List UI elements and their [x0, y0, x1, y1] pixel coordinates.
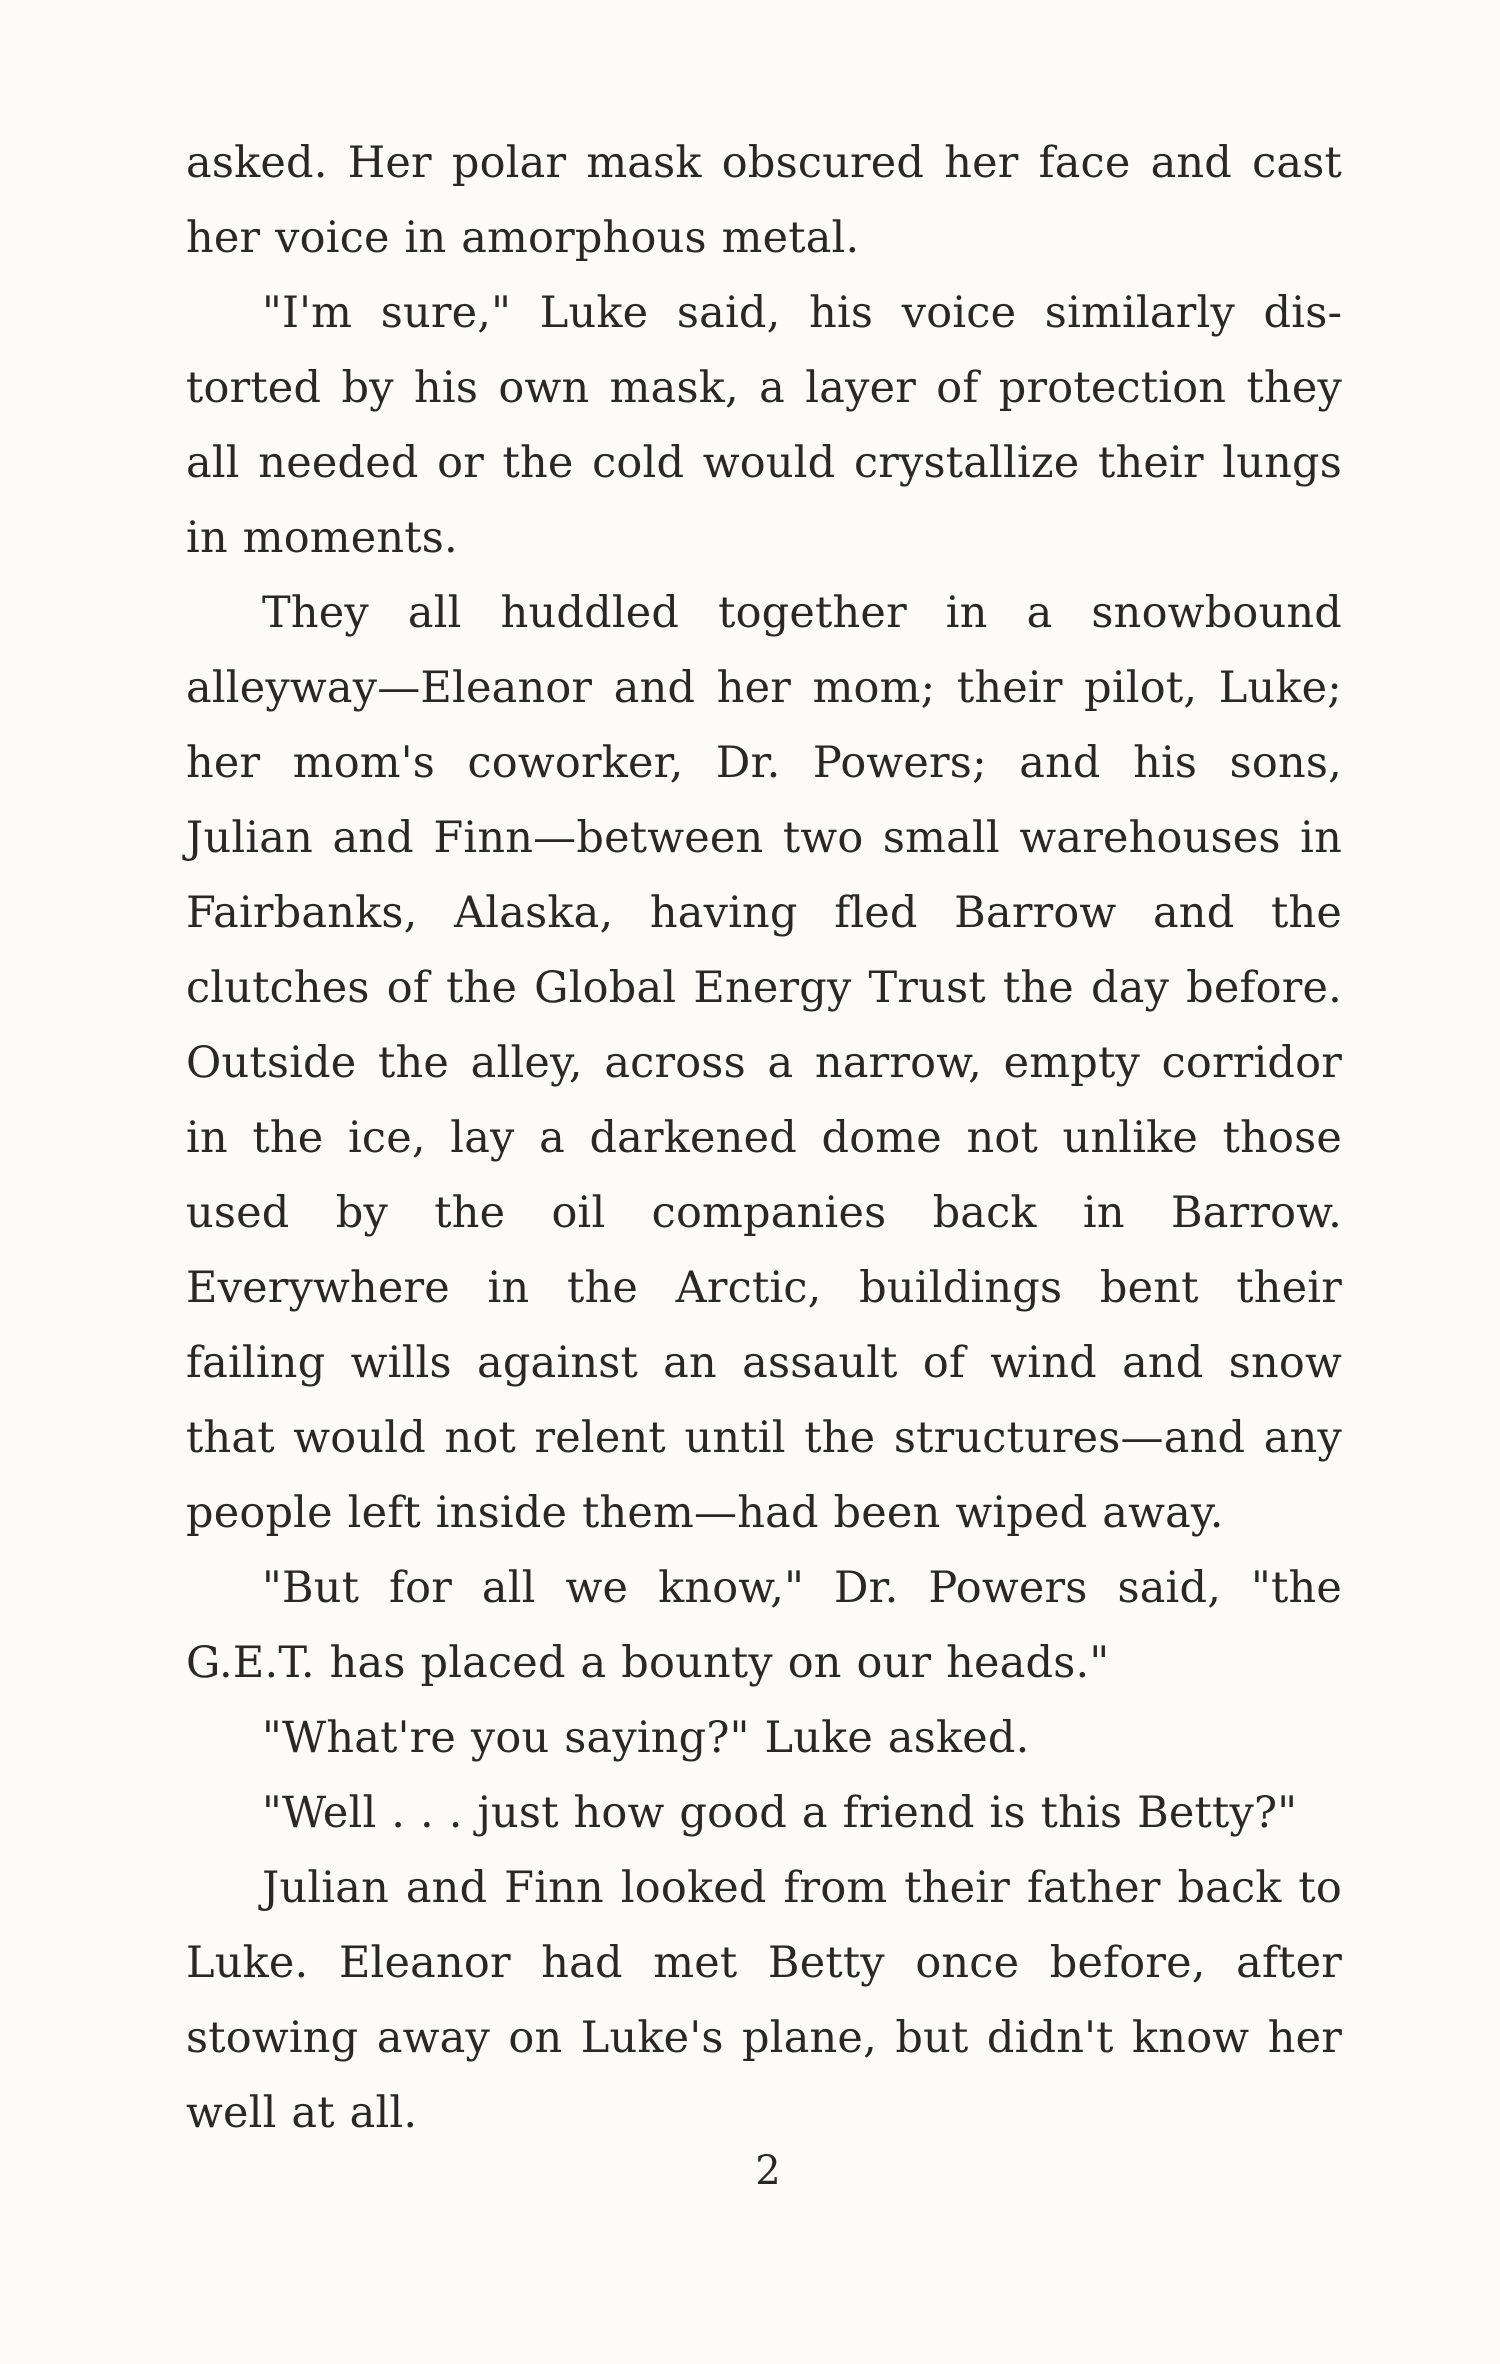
paragraph-4: "But for all we know," Dr. Powers said, "the G.E.T. has placed a bounty on our heads." [186, 1563, 1342, 1688]
body-text [186, 126, 1342, 2151]
paragraph-7: Julian and Finn looked from their father back to Luke. Eleanor had met Betty once before, after stowing away on Luke's plane, but didn't know her well at all. [186, 1863, 1342, 2138]
paragraph-6: "Well . . . just how good a friend is this Betty?" [262, 1788, 1298, 1838]
paragraph-5: "What're you saying?" Luke asked. [262, 1713, 1030, 1763]
page-number: 2 [755, 2148, 781, 2194]
paragraph-1: asked. Her polar mask obscured her face and cast her voice in amorphous metal. [186, 138, 1342, 263]
paragraph-3: They all huddled together in a snowbound alleyway—Eleanor and her mom; their pilot, Luke; her mom's coworker, Dr. Powers; and his sons, Julian and Finn—between two small warehouses in Fairbanks, Alaska, having fled Barrow and the clutches of the Global Energy Trust the day before. Outside the alley, across a narrow, empty corridor in the ice, lay a darkened dome not unlike those used by the oil companies back in Barrow. Everywhere in the Arctic, buildings bent their failing wills against an assault of wind and snow that would not relent until the structures—and any people left inside them—had been wiped away. [186, 588, 1342, 1538]
paragraph-2: "I'm sure," Luke said, his voice similarly distorted by his own mask, a layer of protection they all needed or the cold would crystallize their lungs in moments. [186, 288, 1342, 563]
